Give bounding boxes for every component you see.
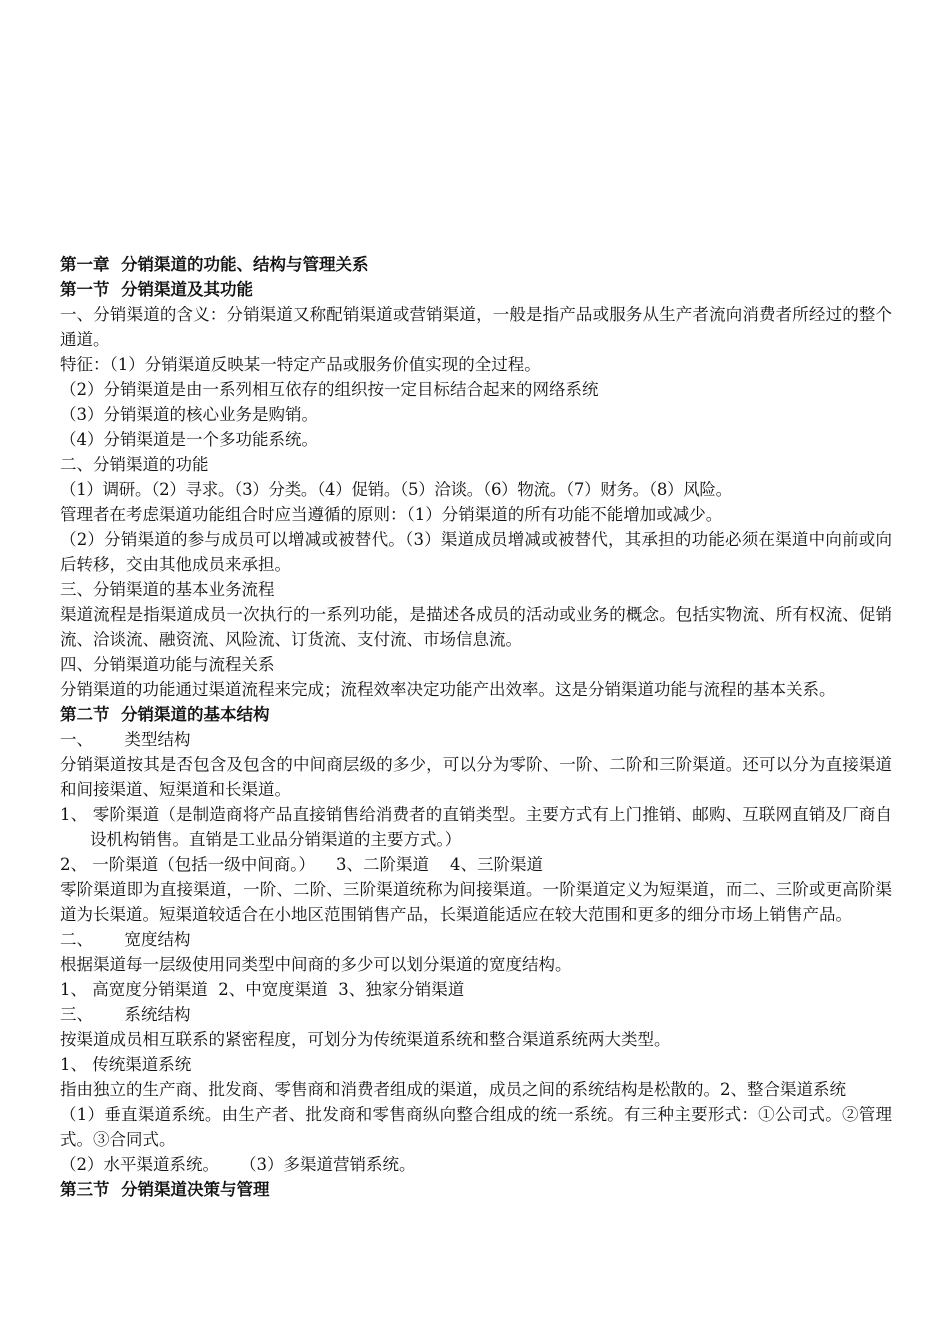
heading-width-structure: 二、 宽度结构: [60, 930, 191, 949]
feature-2: （2）分销渠道是由一系列相互依存的组织按一定目标结合起来的网络系统: [60, 380, 599, 399]
section-1-title: 第一节 分销渠道及其功能: [60, 280, 253, 299]
list-item-zero-level: 1、 零阶渠道（是制造商将产品直接销售给消费者的直销类型。主要方式有上门推销、邮购、互联网直销及厂商自设机构销售。直销是工业品分销渠道的主要方式。）: [60, 805, 892, 849]
manager-principles-2: （2）分销渠道的参与成员可以增减或被替代。（3）渠道成员增减或被替代，其承担的功能必须在渠道中向前或向后转移，交由其他成员来承担。: [60, 530, 892, 574]
functions-list: （1）调研。（2）寻求。（3）分类。（4）促销。（5）洽谈。（6）物流。（7）财务。（8）风险。: [60, 480, 732, 499]
heading-business-flow: 三、分销渠道的基本业务流程: [60, 580, 275, 599]
heading-system-structure: 三、 系统结构: [60, 1005, 191, 1024]
paragraph-system-structure: 按渠道成员相互联系的紧密程度，可划分为传统渠道系统和整合渠道系统两大类型。: [60, 1030, 671, 1049]
heading-function-flow-relation: 四、分销渠道功能与流程关系: [60, 655, 275, 674]
chapter-title: 第一章 分销渠道的功能、结构与管理关系: [60, 255, 369, 274]
paragraph-function-flow-relation: 分销渠道的功能通过渠道流程来完成；流程效率决定功能产出效率。这是分销渠道功能与流程的基本关系。: [60, 680, 836, 699]
paragraph-vertical-system: （1）垂直渠道系统。由生产者、批发商和零售商纵向整合组成的统一系统。有三种主要形式：①公司式。②管理式。③合同式。: [60, 1105, 892, 1149]
manager-principles-1: 管理者在考虑渠道功能组合时应当遵循的原则：（1）分销渠道的所有功能不能增加或减少。: [60, 505, 723, 524]
feature-4: （4）分销渠道是一个多功能系统。: [60, 430, 318, 449]
section-3-title: 第三节 分销渠道决策与管理: [60, 1180, 270, 1199]
heading-channel-functions: 二、分销渠道的功能: [60, 455, 209, 474]
document-body: [60, 252, 892, 1202]
paragraph-channel-definition: 一、分销渠道的含义：分销渠道又称配销渠道或营销渠道，一般是指产品或服务从生产者流向消费者所经过的整个通道。: [60, 305, 892, 349]
heading-type-structure: 一、 类型结构: [60, 730, 191, 749]
feature-1: 特征：（1）分销渠道反映某一特定产品或服务价值实现的全过程。: [60, 355, 541, 374]
feature-3: （3）分销渠道的核心业务是购销。: [60, 405, 318, 424]
list-item-width-types: 1、 高宽度分销渠道 2、中宽度渠道 3、独家分销渠道: [60, 980, 465, 999]
paragraph-channel-flow: 渠道流程是指渠道成员一次执行的一系列功能，是描述各成员的活动或业务的概念。包括实物流、所有权流、促销流、洽谈流、融资流、风险流、订货流、支付流、市场信息流。: [60, 605, 892, 649]
paragraph-horizontal-multi-system: （2）水平渠道系统。 （3）多渠道营销系统。: [60, 1155, 416, 1174]
paragraph-direct-indirect: 零阶渠道即为直接渠道，一阶、二阶、三阶渠道统称为间接渠道。一阶渠道定义为短渠道，而二、三阶或更高阶渠道为长渠道。短渠道较适合在小地区范围销售产品，长渠道能适应在较大范围和更多的细分市场上销售产品。: [60, 880, 892, 924]
paragraph-channel-levels: 分销渠道按其是否包含及包含的中间商层级的多少，可以分为零阶、一阶、二阶和三阶渠道。还可以分为直接渠道和间接渠道、短渠道和长渠道。: [60, 755, 892, 799]
paragraph-width-structure: 根据渠道每一层级使用同类型中间商的多少可以划分渠道的宽度结构。: [60, 955, 572, 974]
list-item-traditional-system: 1、 传统渠道系统: [60, 1055, 192, 1074]
section-2-title: 第二节 分销渠道的基本结构: [60, 705, 270, 724]
list-item-other-levels: 2、 一阶渠道（包括一级中间商。） 3、二阶渠道 4、三阶渠道: [60, 855, 543, 874]
paragraph-traditional-system: 指由独立的生产商、批发商、零售商和消费者组成的渠道，成员之间的系统结构是松散的。2、整合渠道系统: [60, 1080, 846, 1099]
